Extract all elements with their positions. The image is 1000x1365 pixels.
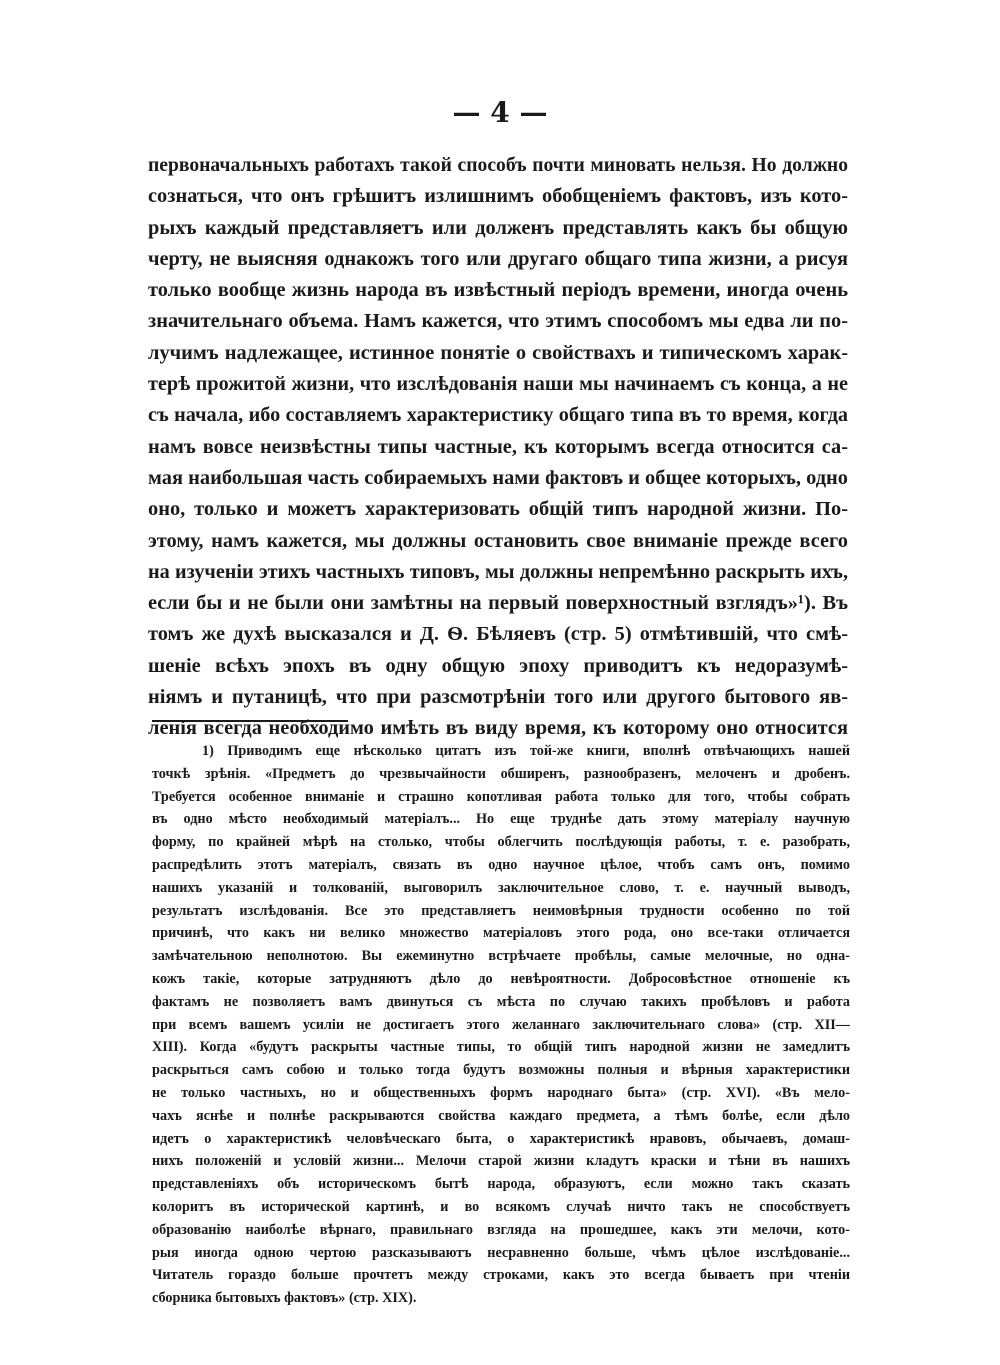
footnote-line: причинѣ, что какъ ни велико множество матеріаловъ этого рода, оно все-таки отличается: [152, 925, 850, 942]
footnote: [152, 740, 850, 1310]
text-line: значительнаго объема. Намъ кажется, что этимъ способомъ мы едва ли по-: [148, 310, 848, 333]
footnote-line: рыя иногда одною чертою разсказываютъ несравненно больше, чѣмъ цѣлое изслѣдованіе...: [152, 1244, 850, 1261]
footnote-line: распредѣлить этотъ матеріалъ, связать въ одно научное цѣлое, чтобъ самъ онъ, помимо: [152, 856, 850, 873]
text-line: шеніе всѣхъ эпохъ въ одну общую эпоху приводитъ къ недоразумѣ-: [148, 654, 848, 677]
text-line: рыхъ каждый представляетъ или долженъ представлять какъ бы общую: [148, 216, 848, 239]
footnote-line: раскрыться самъ собою и только тогда будутъ возможны полныя и вѣрныя характеристики: [152, 1062, 850, 1079]
footnote-line: 1) Приводимъ еще нѣсколько цитатъ изъ той-же книги, вполнѣ отвѣчающихъ нашей: [202, 743, 850, 759]
footnote-line: XIII). Когда «будутъ раскрыты частные типы, то общій типъ народной жизни не замедлитъ: [152, 1039, 850, 1056]
footnote-line: колоритъ въ исторической картинѣ, и во всякомъ случаѣ ничто такъ не способствуетъ: [152, 1198, 850, 1215]
text-line: ленія всегда необходимо имѣть въ виду время, къ которому оно относится: [148, 717, 848, 740]
footnote-line: въ одно мѣсто необходимый матеріалъ... Но еще труднѣе дать этому матеріалу научную: [152, 811, 850, 828]
text-line: на изученіи этихъ частныхъ типовъ, мы должны непремѣнно раскрыть ихъ,: [148, 560, 848, 583]
footnote-line: замѣчательною неполнотою. Вы ежеминутно встрѣчаете пробѣлы, самые мелочные, но одна-: [152, 948, 850, 965]
text-line: лучимъ надлежащее, истинное понятіе о свойствахъ и типическомъ харак-: [148, 341, 848, 364]
footnote-line: при всемъ вашемъ усиліи не достигаетъ этого желаннаго заключительнаго слова» (стр. XII—: [152, 1016, 850, 1033]
footnote-line: сборника бытовыхъ фактовъ» (стр. XIX).: [152, 1290, 417, 1307]
footnote-line: форму, по крайней мѣрѣ на столько, чтобы облегчить послѣдующія работы, т. е. разобрать,: [152, 834, 850, 851]
text-line: томъ же духѣ высказался и Д. Ѳ. Бѣляевъ (стр. 5) отмѣтившій, что смѣ-: [148, 623, 848, 646]
text-line: черту, не выясняя однакожъ того или другаго общаго типа жизни, а рисуя: [148, 247, 848, 270]
text-line: если бы и не были они замѣтны на первый поверхностный взглядъ»¹). Въ: [148, 592, 848, 615]
page-number: — 4 —: [452, 96, 548, 129]
footnote-line: кожъ такіе, которые затрудняютъ дѣло до невѣроятности. Добросовѣстное отношеніе къ: [152, 970, 850, 987]
footnote-line: чахъ яснѣе и полнѣе раскрываются свойства каждаго предмета, а тѣмъ болѣе, если дѣло: [152, 1107, 850, 1124]
text-line: намъ вовсе неизвѣстны типы частные, къ которымъ всегда относится са-: [148, 435, 848, 458]
text-line: съ начала, ибо составляемъ характеристику общаго типа въ то время, когда: [148, 404, 848, 427]
footnote-line: не только частныхъ, но и общественныхъ формъ народнаго быта» (стр. XVI). «Въ мело-: [152, 1084, 850, 1101]
footnote-line: результатъ изслѣдованія. Все это представляетъ неимовѣрныя трудности особенно по той: [152, 902, 850, 919]
footnote-line: Требуется особенное вниманіе и страшно копотливая работа только для того, чтобы собрать: [152, 788, 850, 805]
footnote-line: Читатель гораздо больше прочтетъ между строками, какъ это всегда бываетъ при чтеніи: [152, 1267, 850, 1284]
footnote-line: образованію наиболѣе вѣрнаго, правильнаго взгляда на прошедшее, какъ эти мелочи, кото-: [152, 1221, 850, 1238]
footnote-line: идетъ о характеристикѣ человѣческаго быта, о характеристикѣ нравовъ, обычаевъ, домаш-: [152, 1130, 850, 1147]
footnote-separator: [152, 720, 348, 722]
footnote-line: фактамъ не позволяетъ вамъ двинуться съ мѣста по случаю такихъ пробѣловъ и работа: [152, 993, 850, 1010]
footnote-line: точкѣ зрѣнія. «Предметъ до чрезвычайности обширенъ, разнообразенъ, мелоченъ и дробенъ.: [152, 765, 850, 782]
text-line: этому, намъ кажется, мы должны остановить свое вниманіе прежде всего: [148, 529, 848, 552]
footnote-line: нихъ положеній и условій жизни... Мелочи старой жизни кладутъ краски и тѣни въ нашихъ: [152, 1153, 850, 1170]
text-line: ніямъ и путаницѣ, что при разсмотрѣніи того или другого бытового яв-: [148, 686, 848, 709]
text-line: первоначальныхъ работахъ такой способъ почти миновать нельзя. Но должно: [148, 155, 848, 176]
main-text: [148, 150, 848, 745]
text-line: только вообще жизнь народа въ извѣстный періодъ времени, иногда очень: [148, 279, 848, 302]
text-line: оно, только и можетъ характеризовать общій типъ народной жизни. По-: [148, 498, 848, 521]
text-line: терѣ прожитой жизни, что изслѣдованія наши мы начинаемъ съ конца, а не: [148, 373, 848, 396]
footnote-line: представленіяхъ объ историческомъ бытѣ народа, образуютъ, если можно такъ сказать: [152, 1176, 850, 1193]
text-line: сознаться, что онъ грѣшитъ излишнимъ обобщеніемъ фактовъ, изъ кото-: [148, 185, 848, 208]
text-line: мая наибольшая часть собираемыхъ нами фактовъ и общее которыхъ, одно: [148, 466, 848, 489]
footnote-line: нашихъ указаній и толкованій, выговорилъ заключительное слово, т. е. научный выводъ,: [152, 879, 850, 896]
